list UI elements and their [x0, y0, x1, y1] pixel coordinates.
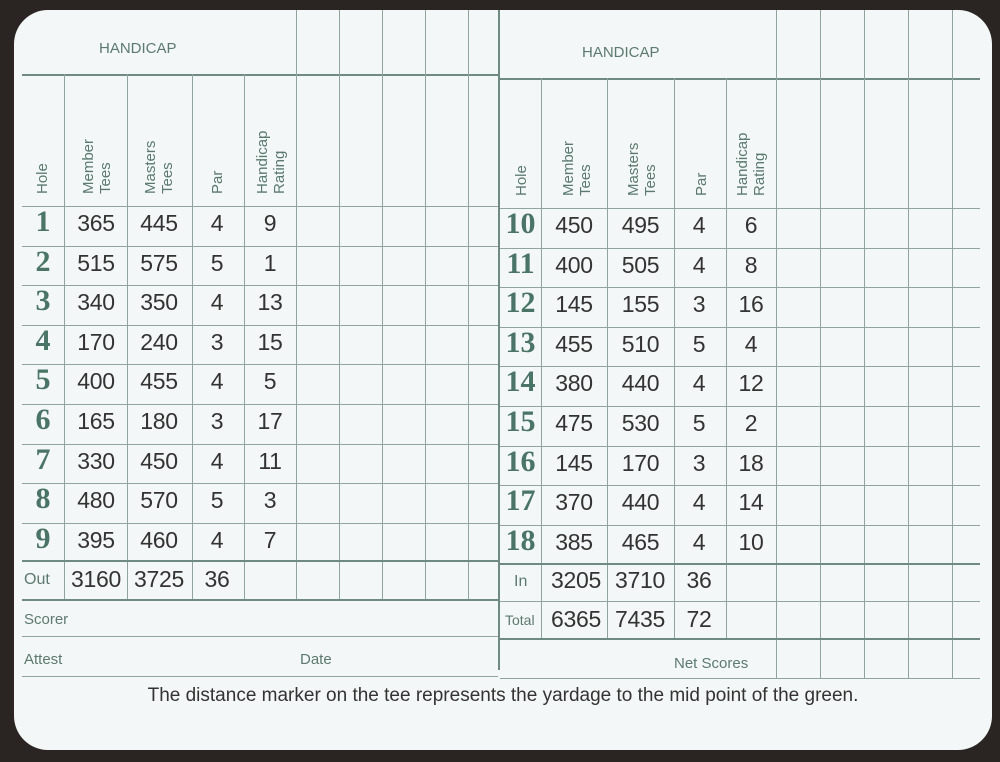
- grand-masters-total: 7435: [615, 606, 665, 632]
- masters-yardage: 440: [621, 370, 660, 397]
- grid-row-line: [22, 404, 498, 405]
- par-value: 5: [692, 410, 706, 436]
- scorer-rule: [22, 599, 498, 601]
- col-par-right: Par: [693, 172, 710, 196]
- out-par-total: 36: [204, 566, 230, 592]
- masters-yardage: 240: [140, 328, 178, 355]
- masters-yardage: 455: [140, 368, 178, 395]
- hole-number: 15: [505, 405, 536, 438]
- hole-number: 13: [505, 325, 536, 359]
- grid-row-line: [500, 327, 980, 328]
- attest-rule: [22, 636, 498, 637]
- grid-row-line: [500, 485, 980, 486]
- par-value: 4: [692, 370, 706, 397]
- handicap-rating: 8: [744, 251, 758, 278]
- grid-row-line: [500, 208, 980, 209]
- par-value: 4: [210, 526, 224, 553]
- member-yardage: 395: [77, 526, 115, 553]
- grid-row-line: [500, 525, 980, 526]
- masters-yardage: 510: [621, 330, 660, 357]
- grand-par-total: 72: [686, 606, 712, 632]
- masters-yardage: 450: [140, 447, 178, 474]
- par-value: 5: [210, 487, 224, 514]
- out-masters-total: 3725: [134, 566, 184, 592]
- handicap-rating: 18: [738, 449, 764, 476]
- handicap-rating: 5: [263, 368, 277, 395]
- grid-row-line: [500, 366, 980, 367]
- handicap-rating: 4: [744, 330, 758, 357]
- grid-col-line: [468, 10, 469, 600]
- col-par-left: Par: [209, 170, 226, 194]
- masters-yardage: 465: [621, 528, 660, 555]
- footnote: The distance marker on the tee represents the yardage to the mid point of the green.: [147, 685, 859, 706]
- par-value: 4: [692, 489, 706, 516]
- handicap-rating: 7: [263, 526, 277, 553]
- member-yardage: 385: [555, 528, 593, 555]
- grid-col-line: [776, 10, 777, 678]
- par-value: 4: [210, 289, 224, 316]
- grid-row-line: [22, 483, 498, 484]
- grid-col-line: [382, 10, 383, 600]
- member-yardage: 475: [555, 410, 593, 436]
- in-member-total: 3205: [551, 567, 601, 593]
- handicap-rating: 15: [257, 328, 283, 355]
- member-yardage: 170: [77, 328, 115, 355]
- masters-yardage: 440: [621, 489, 660, 516]
- member-yardage: 365: [77, 210, 115, 236]
- masters-yardage: 505: [621, 251, 660, 278]
- grid-row-line: [22, 444, 498, 445]
- in-rule: [500, 563, 980, 565]
- par-value: 3: [210, 408, 224, 434]
- masters-yardage: 570: [140, 487, 178, 514]
- masters-yardage: 170: [621, 449, 660, 476]
- grid-col-line: [425, 10, 426, 600]
- grid-col-line: [820, 10, 821, 678]
- par-value: 4: [210, 368, 224, 395]
- col-member-right: Member Tees: [560, 140, 594, 196]
- member-yardage: 330: [77, 447, 115, 474]
- in-masters-total: 3710: [615, 567, 665, 593]
- grid-col-line: [339, 10, 340, 600]
- hole-number: 6: [35, 403, 51, 436]
- par-value: 5: [210, 249, 224, 276]
- masters-yardage: 460: [140, 526, 178, 553]
- grid-row-line: [22, 206, 498, 207]
- handicap-rating: 1: [263, 249, 277, 276]
- out-rule: [22, 560, 498, 562]
- handicap-rating: 17: [257, 408, 283, 434]
- grid-col-line: [908, 10, 909, 678]
- grid-row-line: [22, 364, 498, 365]
- hole-number: 18: [505, 523, 536, 557]
- col-hole-right: Hole: [513, 165, 530, 196]
- grid-row-line: [22, 285, 498, 286]
- attest-label: Attest: [24, 651, 63, 668]
- grid-col-line: [296, 10, 297, 600]
- par-value: 4: [692, 251, 706, 278]
- grid-row-line: [500, 287, 980, 288]
- total-rule: [500, 601, 980, 602]
- handicap-rating: 14: [738, 489, 764, 516]
- grid-col-line: [952, 10, 953, 678]
- handicap-rating: 2: [744, 410, 758, 436]
- member-yardage: 145: [555, 291, 593, 318]
- handicap-header-right: HANDICAP: [582, 44, 660, 61]
- member-yardage: 145: [555, 449, 593, 476]
- grid-row-line: [22, 246, 498, 247]
- grid-row-line: [22, 523, 498, 524]
- hole-number: 1: [35, 205, 51, 238]
- hole-number: 8: [35, 482, 51, 516]
- col-handicap-right: Handicap Rating: [734, 132, 768, 196]
- member-yardage: 450: [555, 212, 593, 238]
- masters-yardage: 350: [140, 289, 178, 316]
- col-handicap-left: Handicap Rating: [254, 130, 288, 194]
- masters-yardage: 155: [621, 291, 660, 318]
- hole-number: 12: [505, 286, 536, 320]
- total-label: Total: [505, 612, 535, 628]
- in-label: In: [514, 573, 528, 590]
- hole-number: 4: [35, 323, 51, 357]
- handicap-rating: 13: [257, 289, 283, 316]
- par-value: 4: [210, 210, 224, 236]
- handicap-rating: 10: [738, 528, 764, 555]
- grid-col-line: [864, 10, 865, 678]
- handicap-rating: 16: [738, 291, 764, 318]
- handicap-rating: 9: [263, 210, 277, 236]
- par-value: 3: [210, 328, 224, 355]
- hole-number: 5: [35, 363, 51, 397]
- hole-number: 9: [35, 521, 51, 555]
- bottom-rule-left: [22, 676, 498, 677]
- out-label: Out: [24, 571, 50, 588]
- grid-row-line: [500, 406, 980, 407]
- hole-number: 7: [35, 442, 51, 476]
- handicap-rating: 6: [744, 212, 758, 238]
- grid-row-line: [22, 325, 498, 326]
- hole-number: 17: [505, 484, 536, 518]
- member-yardage: 455: [555, 330, 593, 357]
- net-rule: [500, 638, 980, 640]
- masters-yardage: 180: [140, 408, 178, 434]
- masters-yardage: 530: [621, 410, 660, 436]
- hole-number: 11: [506, 246, 535, 280]
- masters-yardage: 495: [621, 212, 660, 238]
- header-rule-left: [22, 74, 498, 76]
- par-value: 3: [692, 449, 706, 476]
- grid-row-line: [500, 446, 980, 447]
- grid-row-line: [500, 248, 980, 249]
- member-yardage: 515: [77, 249, 115, 276]
- member-yardage: 400: [77, 368, 115, 395]
- in-par-total: 36: [686, 567, 712, 593]
- masters-yardage: 575: [140, 249, 178, 276]
- par-value: 4: [692, 528, 706, 555]
- par-value: 5: [692, 330, 706, 357]
- handicap-header-left: HANDICAP: [99, 40, 177, 57]
- net-scores-label: Net Scores: [674, 655, 749, 672]
- scorecard: [14, 10, 992, 750]
- handicap-rating: 3: [263, 487, 277, 514]
- member-yardage: 380: [555, 370, 593, 397]
- col-masters-left: Masters Tees: [142, 140, 176, 194]
- hole-number: 3: [35, 284, 51, 318]
- par-value: 4: [692, 212, 706, 238]
- hole-number: 16: [505, 444, 536, 478]
- hole-number: 14: [505, 365, 536, 399]
- member-yardage: 340: [77, 289, 115, 316]
- date-label: Date: [300, 651, 332, 668]
- member-yardage: 480: [77, 487, 115, 514]
- masters-yardage: 445: [140, 210, 178, 236]
- member-yardage: 400: [555, 251, 593, 278]
- handicap-rating: 11: [258, 447, 282, 474]
- grand-member-total: 6365: [551, 606, 601, 632]
- out-member-total: 3160: [71, 566, 121, 592]
- scorer-label: Scorer: [24, 611, 69, 628]
- hole-number: 2: [35, 244, 51, 278]
- col-masters-right: Masters Tees: [625, 142, 659, 196]
- member-yardage: 370: [555, 489, 593, 516]
- hole-number: 10: [505, 207, 536, 240]
- handicap-rating: 12: [738, 370, 764, 397]
- par-value: 3: [692, 291, 706, 318]
- par-value: 4: [210, 447, 224, 474]
- col-hole-left: Hole: [34, 163, 51, 194]
- bottom-rule-right: [500, 678, 980, 679]
- col-member-left: Member Tees: [80, 138, 114, 194]
- member-yardage: 165: [77, 408, 115, 434]
